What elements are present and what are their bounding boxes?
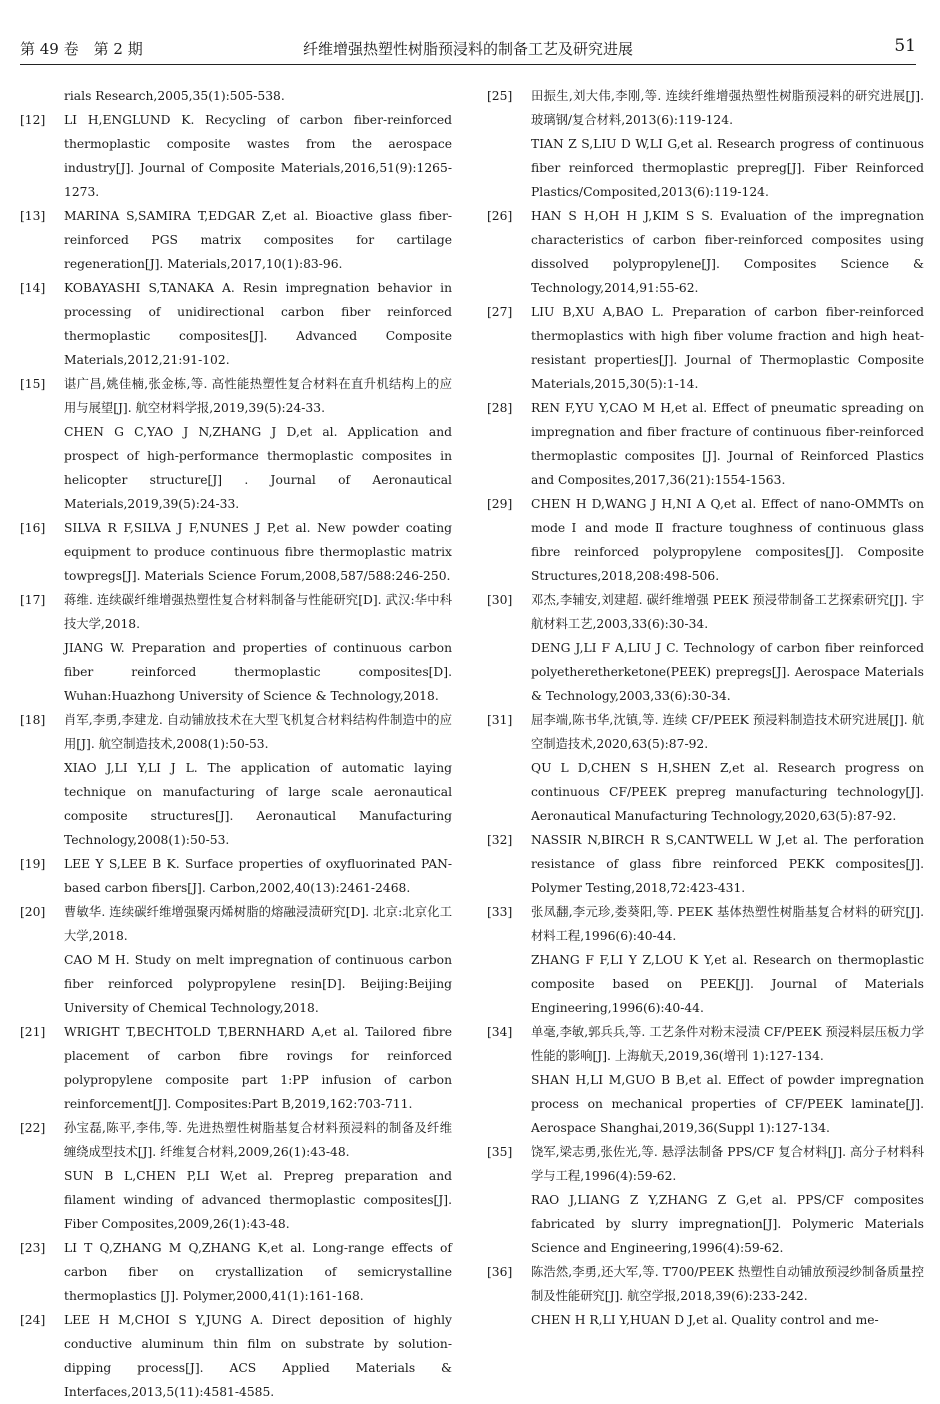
reference-number: [14] bbox=[20, 281, 46, 295]
reference-number: [22] bbox=[20, 1121, 46, 1135]
reference-number: [32] bbox=[487, 833, 513, 847]
reference-translation: ZHANG F F,LI Y Z,LOU K Y,et al. Research on thermoplastic composite based on PEEK[J]. Journal of Materials Engineering,1996(6):40-44. bbox=[531, 953, 924, 1015]
reference-text: 邓杰,李辅安,刘建超. 碳纤维增强 PEEK 预浸带制备工艺探索研究[J]. 宇航材料工艺,2003,33(6):30-34. bbox=[531, 593, 924, 631]
page-header bbox=[20, 34, 916, 65]
reference-number: [18] bbox=[20, 713, 46, 727]
reference-text: LI T Q,ZHANG M Q,ZHANG K,et al. Long-range effects of carbon fiber on crystallization of semicrystalline thermoplastics [J]. Polymer,2000,41(1):161-168. bbox=[64, 1241, 452, 1303]
reference-number: [12] bbox=[20, 113, 46, 127]
reference-entry bbox=[20, 708, 452, 852]
reference-translation: JIANG W. Preparation and properties of continuous carbon fiber reinforced thermoplastic composites[D]. Wuhan:Huazhong University of Science & Technology,2018. bbox=[64, 641, 452, 703]
reference-number: [33] bbox=[487, 905, 513, 919]
reference-entry bbox=[20, 276, 452, 372]
volume-issue: 第 49 卷 第 2 期 bbox=[20, 40, 143, 58]
reference-text: LI H,ENGLUND K. Recycling of carbon fiber-reinforced thermoplastic composite wastes from the aerospace industry[J]. Journal of Composite Materials,2016,51(9):1265- 1273. bbox=[64, 113, 452, 199]
reference-text: HAN S H,OH H J,KIM S S. Evaluation of the impregnation characteristics of carbon fiber-reinforced composites using dissolved polypropylene[J]. Composites Science & Technology,2014,91:55-62. bbox=[531, 209, 924, 295]
reference-entry bbox=[487, 204, 924, 300]
reference-translation: XIAO J,LI Y,LI J L. The application of automatic laying technique on manufacturing of large scale aeronautical composite structures[J]. Aeronautical Manufacturing Technology,2008(1):50-53. bbox=[64, 761, 452, 847]
reference-translation: SUN B L,CHEN P,LI W,et al. Prepreg preparation and filament winding of advanced thermoplastic composites[J]. Fiber Composites,2009,26(1):43-48. bbox=[64, 1169, 452, 1231]
reference-text: 肖军,李勇,李建龙. 自动铺放技术在大型飞机复合材料结构件制造中的应用[J]. 航空制造技术,2008(1):50-53. bbox=[64, 713, 452, 751]
reference-entry bbox=[20, 900, 452, 1020]
reference-entry bbox=[487, 828, 924, 900]
reference-text: KOBAYASHI S,TANAKA A. Resin impregnation behavior in processing of unidirectional carbon fiber reinforced thermoplastic composites[J]. Advanced Composite Materials,2012,21:91-102. bbox=[64, 281, 452, 367]
page-number: 51 bbox=[894, 36, 916, 56]
reference-text: REN F,YU Y,CAO M H,et al. Effect of pneumatic spreading on impregnation and fiber fracture of continuous fiber-reinforced thermoplastic composites [J]. Journal of Reinforced Plastics and Composites,2017,36(21):1554-1563. bbox=[531, 401, 924, 487]
reference-number: [35] bbox=[487, 1145, 513, 1159]
reference-translation: DENG J,LI F A,LIU J C. Technology of carbon fiber reinforced polyetheretherketone(PEEK) prepregs[J]. Aerospace Materials & Technology,2003,33(6):30-34. bbox=[531, 641, 924, 703]
reference-entry bbox=[487, 588, 924, 708]
reference-entry bbox=[20, 516, 452, 588]
reference-text: LEE H M,CHOI S Y,JUNG A. Direct deposition of highly conductive aluminum thin film on substrate by solution-dipping process[J]. ACS Applied Materials & Interfaces,2013,5(11):4581-4585. bbox=[64, 1313, 452, 1399]
reference-entry bbox=[487, 900, 924, 1020]
reference-entry bbox=[487, 708, 924, 828]
reference-translation: CHEN H R,LI Y,HUAN D J,et al. Quality control and me- bbox=[531, 1313, 879, 1327]
reference-entry bbox=[20, 372, 452, 516]
reference-number: [30] bbox=[487, 593, 513, 607]
reference-text: SILVA R F,SILVA J F,NUNES J P,et al. New powder coating equipment to produce continuous fibre thermoplastic matrix towpregs[J]. Materials Science Forum,2008,587/588:246-250. bbox=[64, 521, 452, 583]
reference-entry bbox=[487, 1020, 924, 1140]
reference-translation: RAO J,LIANG Z Y,ZHANG Z G,et al. PPS/CF composites fabricated by slurry impregnation[J]. Polymeric Materials Science and Engineering,1996(4):59-62. bbox=[531, 1193, 924, 1255]
references-left-column bbox=[20, 84, 452, 1404]
reference-entry bbox=[20, 1236, 452, 1308]
reference-number: [19] bbox=[20, 857, 46, 871]
reference-number: [29] bbox=[487, 497, 513, 511]
reference-entry bbox=[487, 492, 924, 588]
reference-text: 陈浩然,李勇,还大军,等. T700/PEEK 热塑性自动铺放预浸纱制备质量控制及性能研究[J]. 航空学报,2018,39(6):233-242. bbox=[531, 1265, 924, 1303]
reference-text: 屈李端,陈书华,沈镇,等. 连续 CF/PEEK 预浸料制造技术研究进展[J]. 航空制造技术,2020,63(5):87-92. bbox=[531, 713, 924, 751]
reference-text: WRIGHT T,BECHTOLD T,BERNHARD A,et al. Tailored fibre placement of carbon fibre rovings for reinforced polypropylene composite part 1:PP infusion of carbon reinforcement[J]. Composites:Part B,2019,162:703-711. bbox=[64, 1025, 452, 1111]
reference-text: 饶军,梁志勇,张佐光,等. 悬浮法制备 PPS/CF 复合材料[J]. 高分子材料科学与工程,1996(4):59-62. bbox=[531, 1145, 924, 1183]
reference-text: 曹敏华. 连续碳纤维增强聚丙烯树脂的熔融浸渍研究[D]. 北京:北京化工大学,2018. bbox=[64, 905, 452, 943]
reference-text: 谌广昌,姚佳楠,张金栋,等. 高性能热塑性复合材料在直升机结构上的应用与展望[J]. 航空材料学报,2019,39(5):24-33. bbox=[64, 377, 452, 415]
reference-text: 蒋维. 连续碳纤维增强热塑性复合材料制备与性能研究[D]. 武汉:华中科技大学,2018. bbox=[64, 593, 452, 631]
reference-entry bbox=[487, 300, 924, 396]
reference-translation: QU L D,CHEN S H,SHEN Z,et al. Research progress on continuous CF/PEEK prepreg manufacturing technology[J]. Aeronautical Manufacturing Technology,2020,63(5):87-92. bbox=[531, 761, 924, 823]
reference-entry bbox=[20, 84, 452, 108]
reference-number: [25] bbox=[487, 89, 513, 103]
reference-entry bbox=[20, 108, 452, 204]
reference-translation: TIAN Z S,LIU D W,LI G,et al. Research progress of continuous fiber reinforced thermoplastic prepreg[J]. Fiber Reinforced Plastics/Composited,2013(6):119-124. bbox=[531, 137, 924, 199]
reference-entry bbox=[20, 588, 452, 708]
reference-text: LEE Y S,LEE B K. Surface properties of oxyfluorinated PAN-based carbon fibers[J]. Carbon,2002,40(13):2461-2468. bbox=[64, 857, 452, 895]
reference-entry bbox=[487, 84, 924, 204]
reference-text: MARINA S,SAMIRA T,EDGAR Z,et al. Bioactive glass fiber-reinforced PGS matrix composites for cartilage regeneration[J]. Materials,2017,10(1):83-96. bbox=[64, 209, 452, 271]
reference-number: [16] bbox=[20, 521, 46, 535]
reference-text: 单毫,李敏,郭兵兵,等. 工艺条件对粉末浸渍 CF/PEEK 预浸料层压板力学性能的影响[J]. 上海航天,2019,36(增刊 1):127-134. bbox=[531, 1025, 924, 1063]
reference-entry bbox=[20, 1308, 452, 1404]
reference-number: [17] bbox=[20, 593, 46, 607]
reference-text: CHEN H D,WANG J H,NI A Q,et al. Effect of nano-OMMTs on mode Ⅰ and mode Ⅱ fracture toughness of continuous glass fibre reinforced polypropylene composites[J]. Composite Structures,2018,208:498-506. bbox=[531, 497, 924, 583]
reference-text: 田振生,刘大伟,李刚,等. 连续纤维增强热塑性树脂预浸料的研究进展[J]. 玻璃钢/复合材料,2013(6):119-124. bbox=[531, 89, 924, 127]
reference-number: [21] bbox=[20, 1025, 46, 1039]
reference-text: rials Research,2005,35(1):505-538. bbox=[64, 89, 285, 103]
reference-number: [28] bbox=[487, 401, 513, 415]
reference-text: LIU B,XU A,BAO L. Preparation of carbon fiber-reinforced thermoplastics with high fiber volume fraction and high heat-resistant properties[J]. Journal of Thermoplastic Composite Materials,2015,30(5):1-14. bbox=[531, 305, 924, 391]
reference-text: 张凤翻,李元珍,娄葵阳,等. PEEK 基体热塑性树脂基复合材料的研究[J]. 材料工程,1996(6):40-44. bbox=[531, 905, 924, 943]
reference-number: [23] bbox=[20, 1241, 46, 1255]
reference-number: [34] bbox=[487, 1025, 513, 1039]
reference-translation: CAO M H. Study on melt impregnation of continuous carbon fiber reinforced polypropylene resin[D]. Beijing:Beijing University of Chemical Technology,2018. bbox=[64, 953, 452, 1015]
reference-text: 孙宝磊,陈平,李伟,等. 先进热塑性树脂基复合材料预浸料的制备及纤维缠绕成型技术[J]. 纤维复合材料,2009,26(1):43-48. bbox=[64, 1121, 452, 1159]
reference-entry bbox=[20, 852, 452, 900]
reference-number: [15] bbox=[20, 377, 46, 391]
reference-translation: SHAN H,LI M,GUO B B,et al. Effect of powder impregnation process on mechanical properties of CF/PEEK laminate[J]. Aerospace Shanghai,2019,36(Suppl 1):127-134. bbox=[531, 1073, 924, 1135]
reference-number: [24] bbox=[20, 1313, 46, 1327]
reference-entry bbox=[20, 1020, 452, 1116]
reference-number: [31] bbox=[487, 713, 513, 727]
reference-entry bbox=[487, 1140, 924, 1260]
reference-entry bbox=[20, 204, 452, 276]
reference-number: [27] bbox=[487, 305, 513, 319]
running-title: 纤维增强热塑性树脂预浸料的制备工艺及研究进展 bbox=[302, 40, 633, 58]
reference-number: [26] bbox=[487, 209, 513, 223]
reference-entry bbox=[487, 396, 924, 492]
reference-number: [20] bbox=[20, 905, 46, 919]
reference-entry bbox=[487, 1260, 924, 1332]
references-right-column bbox=[487, 84, 924, 1332]
reference-number: [13] bbox=[20, 209, 46, 223]
reference-text: NASSIR N,BIRCH R S,CANTWELL W J,et al. The perforation resistance of glass fibre reinforced PEKK composites[J]. Polymer Testing,2018,72:423-431. bbox=[531, 833, 924, 895]
reference-number: [36] bbox=[487, 1265, 513, 1279]
reference-entry bbox=[20, 1116, 452, 1236]
reference-translation: CHEN G C,YAO J N,ZHANG J D,et al. Application and prospect of high-performance thermoplastic composites in helicopter structure[J] . Journal of Aeronautical Materials,2019,39(5):24-33. bbox=[64, 425, 452, 511]
